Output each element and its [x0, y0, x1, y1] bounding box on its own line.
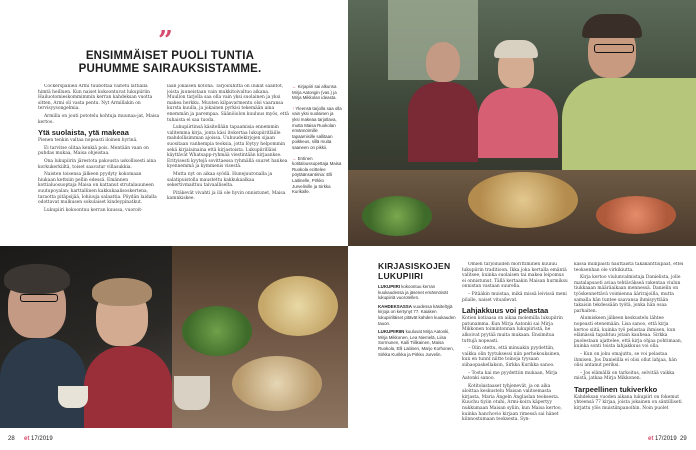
paragraph: – Kun on joku omajuttu, se voi pelastaa ihmisen. Jos Danielilla ei olisi ollut lahjaa, hän olisi antanut periksi. — [574, 351, 677, 369]
paragraph: Kotien kotiaasa on aikaa molemilla lukupiirin patunamma. Kun Mirja Aatonki sai Mirja Mikkonen toimintonnan lukupiiristä, he alkoivat pyytää muita mukaan. Ensimitua tuttujä nopeasti. — [462, 316, 563, 344]
pie-dish — [468, 172, 578, 228]
photo-food-table — [172, 246, 348, 428]
arrow-left-icon: ← — [292, 84, 297, 89]
info-para: LUKUPIIRI kokoontuu kerran kuukaudessa ja jäsenet emännöivät lukupiiriä vuorotellen. — [378, 284, 448, 301]
woman-left-body — [0, 338, 86, 428]
woman-3-hair — [582, 14, 642, 38]
paragraph: Ona lukupiirin järestota pakousta uskollisesti aina korkukerkiiltä, toiset saavatur villasukkia. — [38, 158, 156, 170]
coffee-cup — [58, 386, 88, 408]
paragraph: kässä millipaisti hauttaista takakanttiupaat, ettei teoksenhan ole virkikiutta. — [574, 262, 684, 273]
paragraph: Pitäkevät vivahti ja ilä ole hyvin onnistunet, Maisa kamnkiskee. — [167, 190, 286, 202]
pull-quote-line-2: PUHUMME SAIRAUKSISTAMME. — [78, 63, 262, 75]
page-number-left: 28 — [8, 436, 15, 442]
woman-2-hair — [494, 40, 538, 58]
paragraph: Kirja kertoo viulunvalmistaja Danielista, jolle matalapsaoti aviaa tehtäväkseä rakentaa viulun tiukkaaan määräaikaan mennessä. Danielin on työskennettävä voimienna äärirajoilla, mutta samalla hän tuntee saavansa ihmisyyttään takaisin tekdessään työtä, jonka hän osaa parhaiten. — [574, 275, 681, 314]
paragraph: Cockerspanieli Armi tuubottaa vaitetu lattialla himtä heilluen. Kun naiset kokoontuvat lukupiiriin Hailuotomieskommimmin kerran kahdeksan vuotta sitten, Armi oli vasta pentu. Nyt Armillakin on tervisyysongelmia. — [38, 84, 153, 112]
pastry-plate — [258, 276, 338, 336]
woman-left-glasses — [20, 294, 58, 302]
info-para: KAHDEKSASSA vuodessa käsiteltyjä kirjoja on kertynyt 77. Kaiaken lukupiiriläiset pitävät kahden kuukauden tauon. — [378, 303, 456, 326]
caption-1: ← Kirjapiiri sai alkunsa Mirja Aatongin (vas.) ja Mirja Mikkolan ideasta. — [292, 84, 337, 101]
cup — [174, 376, 210, 410]
paragraph: Lukupiiri kokoontuu kerran kuussa, vuoroit- — [44, 207, 143, 213]
subheading-lahjakkuus: Lahjakkuus voi pelastaa — [462, 306, 549, 316]
woman-1-head — [426, 42, 460, 82]
woman-3-glasses — [594, 44, 634, 53]
info-box-title-1: KIRJASISKOJEN — [378, 261, 451, 271]
captions-top — [292, 84, 342, 195]
info-box-body — [378, 284, 456, 357]
woman-1-body — [408, 82, 478, 162]
paragraph: Mutta nyt on aikaa syödä. Hunejuuronalla ja salatipuistolla maustettu kakkukaalkaa sekertivmaittuu taivaalliselta. — [167, 171, 273, 189]
magazine-issue-right: et 17/2019 — [648, 436, 677, 442]
right-column-1 — [462, 262, 568, 428]
paragraph: Ei tarvitse olitaa kenkiä pois. Mentään vaan on puhdas mukaa, Maisa ohjeistaa. — [38, 145, 149, 157]
caption-2: ↑ Yleensä tarjolla saa olla vain yksi suolainen ja yksi makeaa tarjotlava, mutta Maisa Ruokolan emännöimille tapaamisille sallitaan poikkeus, sillä muita saaneen on pikkii. — [292, 105, 342, 150]
page-number-right: 29 — [680, 436, 687, 442]
paragraph: Omien tarjoiluiden morittiminen kuuluu lukupiirin traditioon. Ikka joka kertalla emäntä valitsee, kuinka suolaisen tai makea leipomus ei onnistunut. Tällä kertaakin Maisan hurmiksu onnistan vastaan suurella. — [462, 262, 568, 290]
paragraph: – Olin otettu, että minuakin pyydettiin, vaikka olin tyytuksessi niin perhekouksinen, kun en tunnt niitte toinoja tyysaan siihaopaskellaksin, Sirkka Kurikka sanoo. — [462, 346, 561, 368]
salad-bowl — [182, 306, 252, 356]
paragraph: laan jokaisen kotona. Tarjoiluhitta on ilukat sääntöt, joista juuneistaan vain mukkitoivaltuo aikana. Muullon tarjolla saa olla vain yksi suolainen ja yksi makea herkku. Muuten kilpavarmentu olsi vaaransa kursta kuulla, ja jokainen pyrkisi tekemään aina enemmän ja parempaa. Säänöiolon kuuluus myös, että tuhaista ei saa tuoda. — [167, 84, 289, 123]
woman-left-hair — [4, 264, 70, 294]
pull-quote-line-1: ENSIMMÄISET PUOLI TUNTIA — [85, 50, 255, 62]
photo-women-at-table — [348, 0, 696, 246]
pull-quote — [70, 50, 270, 76]
paragraph: – Tosta kai me pyydettiin mukaan, Mirja Aatonki sanoo. — [462, 370, 558, 382]
bread-plate — [232, 356, 322, 411]
paragraph: Kahdeksan vuoden aikana lukupiiri on fokemut yhteensä 77 kirjaa, joista jokainen on säntilliseti kirjattu ylös muistiinpanoihin. Noin puolet — [574, 394, 682, 412]
arrow-up-icon: ↑ — [292, 105, 295, 111]
paragraph: Alumiskeen jälkeen keskustelu lähtee nopeasti etenemään. Lisa sanoo, että kirja kertoo siitä, kuinka työ pelastaa ihmisen, kun elämässä tapahtuu jotain kauheaa. Sirkka puolestaan ajattelee, että kirja ohjaa pohtimaan, kuinka sonti toista lahjakkuus voi olla. — [574, 316, 683, 350]
magazine-logo-right: et — [648, 436, 654, 442]
greens-bowl — [362, 196, 432, 236]
subheading-tarpeellinen: Tarpeellinen tukiverkko — [574, 384, 658, 394]
arrow-right-icon: → — [292, 155, 297, 161]
caption-3: → Entinen kotitaloussopettaja Maisa Ruokola ecittelee pöytäänsantimia: Elli Laitinelle, Pirkko Jurvelinille ja Sirkka Kurikalle. — [292, 155, 342, 195]
woman-right-hair — [92, 278, 152, 306]
info-box-title-2: LUKUPIIRI — [378, 270, 424, 281]
info-box — [378, 262, 456, 357]
left-column-2 — [167, 84, 289, 244]
photo-two-women — [0, 246, 172, 428]
paragraph: Naisten toisensa jälkeen pyydyty kokomaan hiukaan kettsiin pellin edessä. Emännen kottialuosuoptaja Maisa on kattanut strutalauuneen suutupoyalan; karttallinen kakkukaalisoskertena, taraotta pitäpsijää, lohiuuja salaattia. Pöydän laidalla odottavat mulkusen sokulaiset kindeypinatkut. — [38, 172, 157, 206]
magazine-logo-left: et — [24, 436, 30, 442]
woman-right-body — [84, 346, 172, 428]
info-para: LUKUPIIRIIN kuuluvat Mirja Aatonki, Mirja Mikkonen, Lea Niemelä, Liisa Sormunen, Kaili Tiilikainen, Maisa Ruokola, Elli Laitinen, Marjo Korhonen, Sirkka Kurikka ja Pirkko Jurvelin. — [378, 329, 454, 357]
paragraph: – Jos elämällä on tarkoitus, selvitää vaikka mistä, jatkaa Mirja Mikkonen. — [574, 370, 675, 382]
paragraph: Pienen tenkin valtaa nopeasti iloinen hyrinä. — [38, 138, 138, 144]
left-column-1 — [38, 84, 160, 244]
paragraph: – Pitääkin muistaa, mikä missä leivissä meni pilalle, naiset vitsailevat. — [462, 291, 567, 303]
subheading-ytä-suolaista: Ytä suolaista, ytä makeaa — [38, 128, 129, 138]
woman-2-body — [478, 88, 558, 158]
magazine-issue-left: et 17/2019 — [24, 436, 53, 442]
paragraph: Kotitolastaaset tyhjenevät, ja on aika aloittaa keskustelu Maisan valitsemasta kirjasta, Maria Ängeln Änglaslan teoksesta. Kuuchu tiyiin otuhi, Armi-koira käpertyy nukkumaan Maisan syliin, kun Maisa kertoo, kuinka hanchovio kirjaan rimessä sai hänet kiinnostumaan teoksesta. Syn- — [462, 383, 562, 423]
right-column-2 — [574, 262, 684, 428]
salmon-dish — [596, 196, 676, 234]
quote-mark: ” — [158, 26, 173, 56]
paragraph: Armilla on jouti pototelu kohtuja muunaa-jat, Maisa kertoo. — [38, 113, 160, 125]
paragraph: Lukupiirtinsä käsitellään tapaamisia ennemmin valitemma kirja, jonta käsi itokertaa lukupiiritläille mahdollisimman ajoissa. Uuhuudekirjojen sijaan suositaan vanhempia teoksia, jotta löytyy helpommin sekä kirjalainaina että kirjastoista. Lukupiirilläisi käyttävät Whatsapp-ryhmää viestintään kirjaankse. Erityisesti kyytejä sovittaessa ryhmällä suuret hankea kyennemmä ja kymmenis visestä. — [167, 125, 288, 170]
